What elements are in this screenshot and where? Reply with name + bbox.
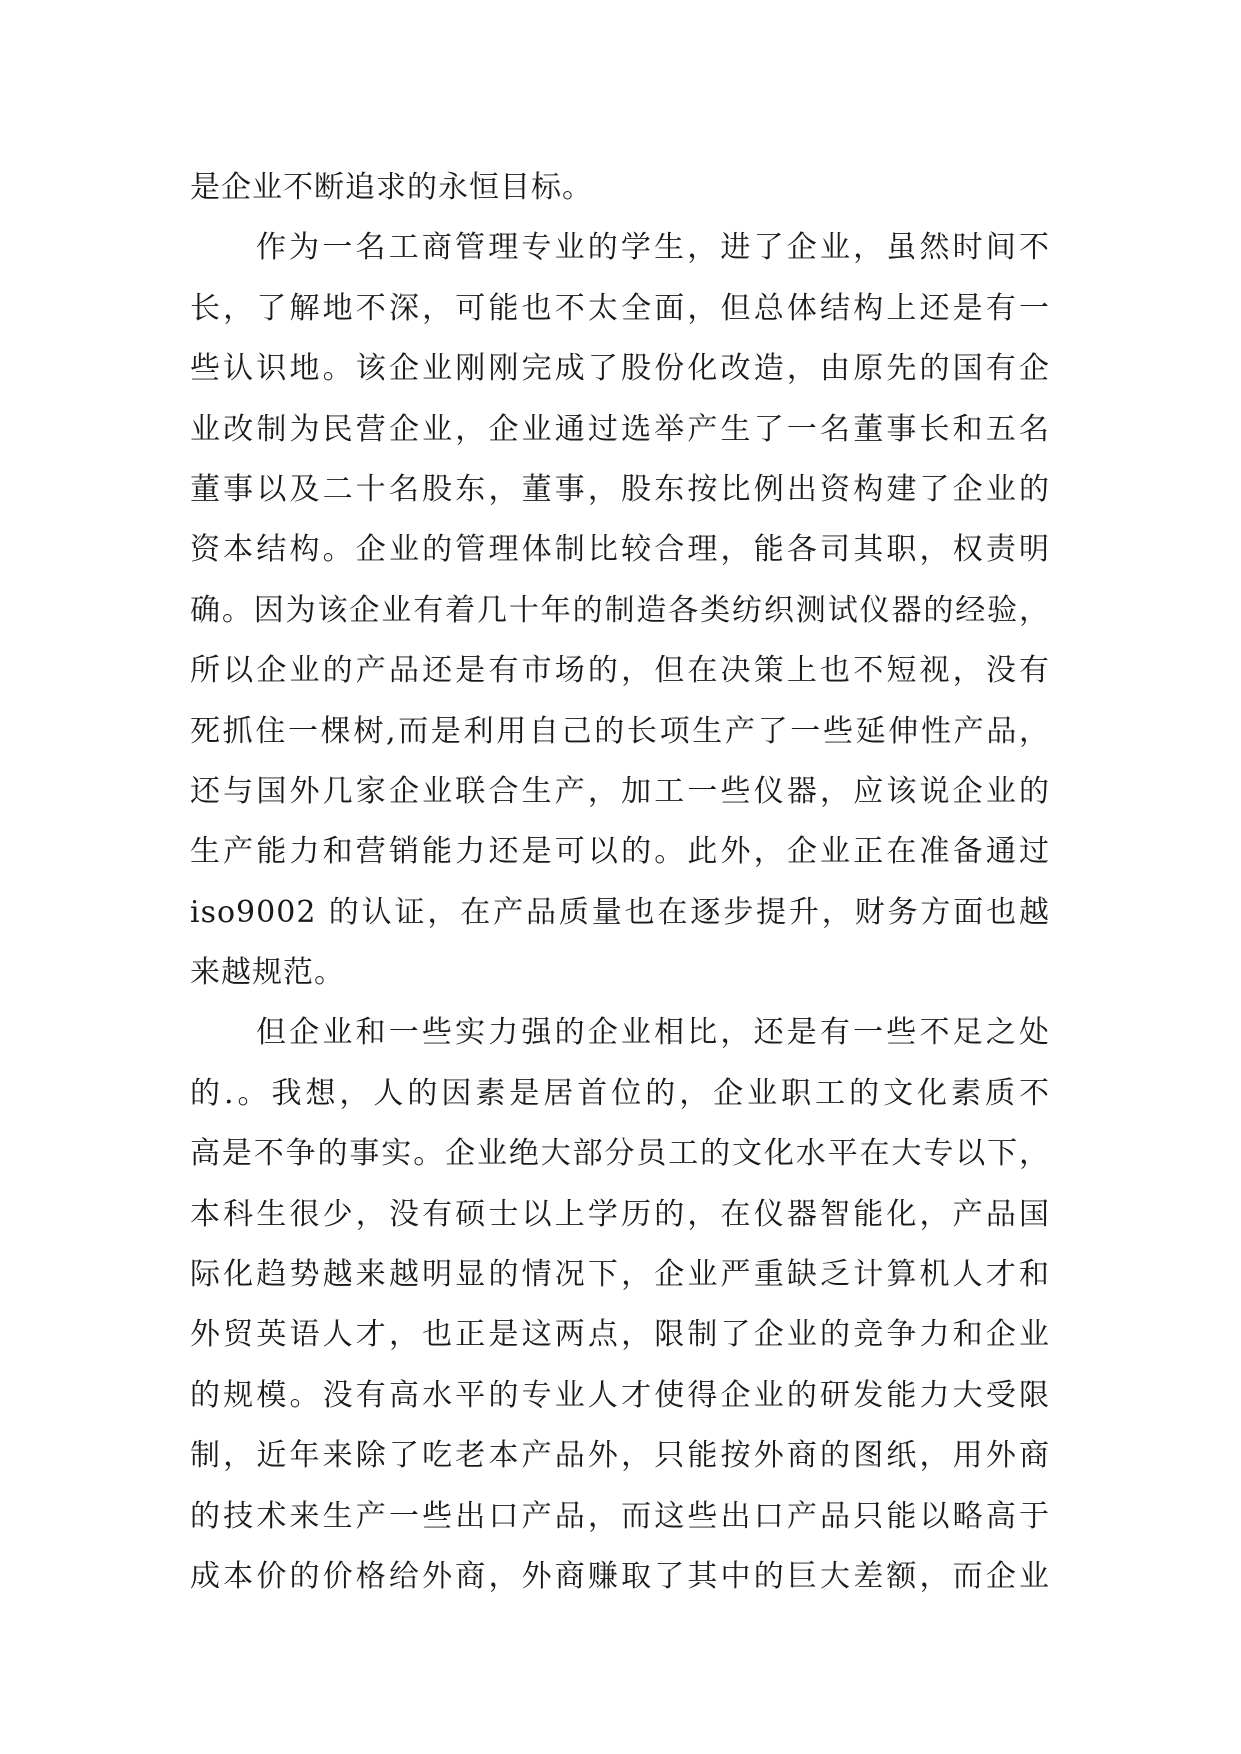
paragraph-first-line: 但企业和一些实力强的企业相比，还是有一些不足之处: [256, 1015, 1050, 1051]
text-line: 业改制为民营企业，企业通过选举产生了一名董事长和五名: [190, 411, 1050, 447]
text-line: 的.。我想，人的因素是居首位的，企业职工的文化素质不: [190, 1075, 1050, 1111]
body-text: [190, 158, 1050, 1607]
text-line: 本科生很少，没有硕士以上学历的，在仪器智能化，产品国: [190, 1196, 1050, 1232]
text-line: 是企业不断追求的永恒目标。: [190, 170, 593, 205]
text-line: 死抓住一棵树,而是利用自己的长项生产了一些延伸性产品，: [190, 713, 1050, 749]
text-line: iso9002 的认证，在产品质量也在逐步提升，财务方面也越: [190, 894, 1050, 930]
text-line: 成本价的价格给外商，外商赚取了其中的巨大差额，而企业: [190, 1558, 1050, 1594]
text-line: 董事以及二十名股东，董事，股东按比例出资构建了企业的: [190, 471, 1050, 507]
text-line: 制，近年来除了吃老本产品外，只能按外商的图纸，用外商: [190, 1438, 1050, 1474]
text-line: 的规模。没有高水平的专业人才使得企业的研发能力大受限: [190, 1377, 1050, 1413]
text-line: 的技术来生产一些出口产品，而这些出口产品只能以略高于: [190, 1498, 1050, 1534]
text-line: 来越规范。: [190, 955, 345, 991]
text-line: 生产能力和营销能力还是可以的。此外，企业正在准备通过: [190, 834, 1050, 870]
text-line: 际化趋势越来越明显的情况下，企业严重缺乏计算机人才和: [190, 1257, 1050, 1293]
text-line: 高是不争的事实。企业绝大部分员工的文化水平在大专以下，: [190, 1136, 1050, 1172]
text-line: 还与国外几家企业联合生产，加工一些仪器，应该说企业的: [190, 773, 1050, 809]
text-line: 些认识地。该企业刚刚完成了股份化改造，由原先的国有企: [190, 351, 1050, 387]
text-line: 资本结构。企业的管理体制比较合理，能各司其职，权责明: [190, 532, 1050, 568]
paragraph-first-line: 作为一名工商管理专业的学生，进了企业，虽然时间不: [256, 230, 1050, 266]
text-line: 长，了解地不深，可能也不太全面，但总体结构上还是有一: [190, 290, 1050, 326]
text-line: 确。因为该企业有着几十年的制造各类纺织测试仪器的经验，: [190, 592, 1050, 628]
text-line: 外贸英语人才，也正是这两点，限制了企业的竞争力和企业: [190, 1317, 1050, 1353]
text-line: 所以企业的产品还是有市场的，但在决策上也不短视，没有: [190, 653, 1050, 689]
